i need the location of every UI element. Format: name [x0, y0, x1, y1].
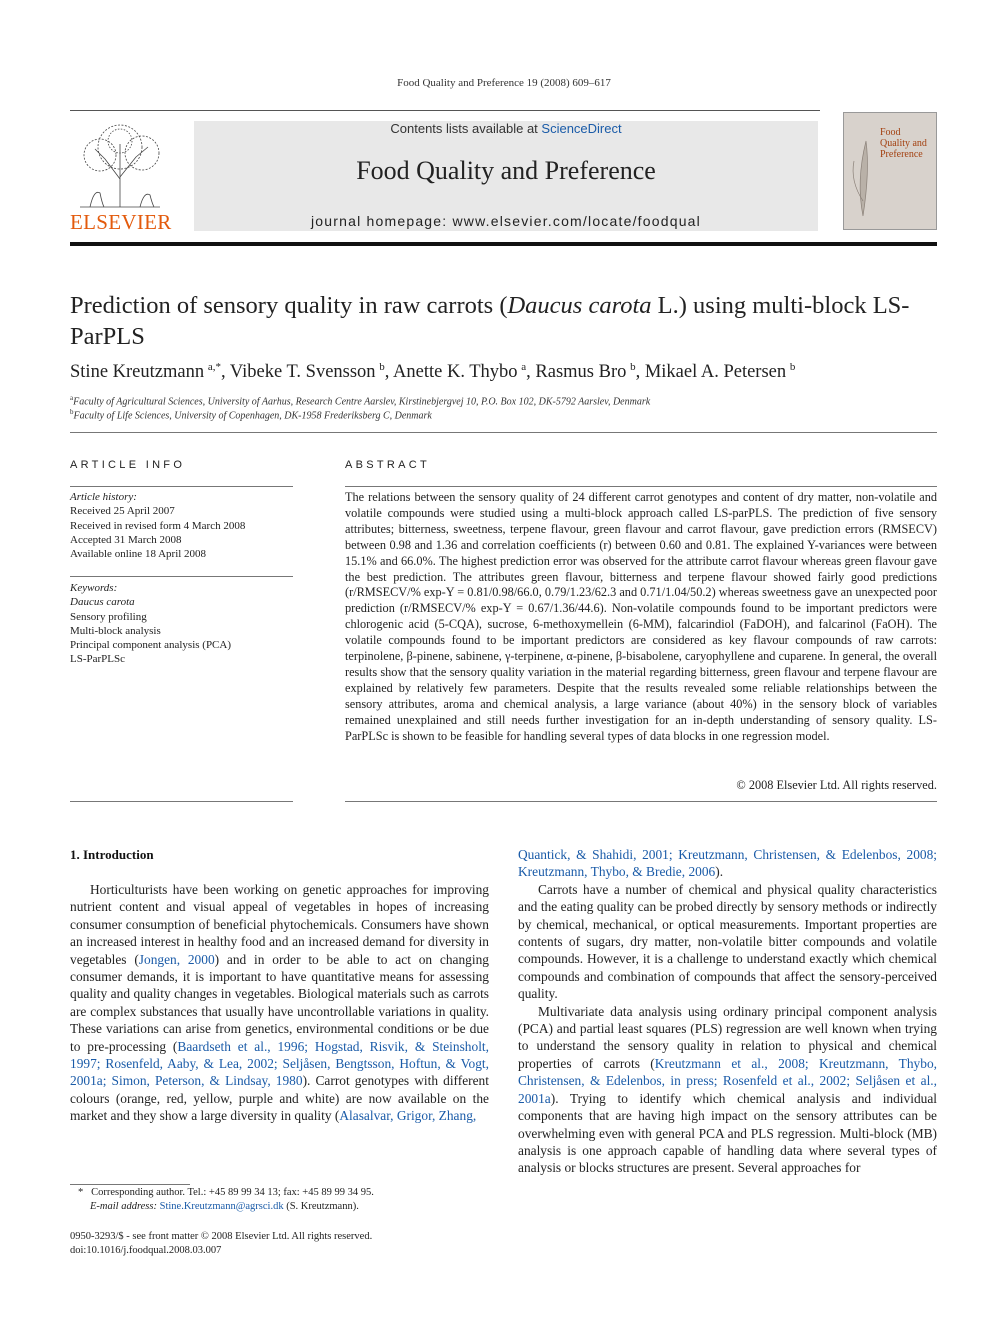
affiliation-a — [70, 394, 650, 407]
history-accepted: Accepted 31 March 2008 — [70, 533, 182, 546]
text-run: ) and in order to be able to act on changing consumer demands, it is important to have quantitative means for assessing quality and quality changes in vegetables. Biological materials such as carrots are complex substances that usually have uncontrollable variations in quality. These variations can arise from genetics, environmental conditions or be due to pre-processing ( — [70, 951, 489, 1054]
title-part2: L.) using multi-block LS-ParPLS — [70, 292, 910, 350]
keyword: Multi-block analysis — [70, 624, 161, 637]
author-affil-sup: a,* — [207, 361, 221, 373]
abstract-text: The relations between the sensory quality of 24 different carrot genotypes and content of dry matter, non-volatile and volatile compounds were studied using a multi-block approach called LS-parPLS. The prediction of five sensory attributes; bitterness, sweetness, terpene flavour, green flavour and carrot flavour, gave prediction errors (RMSECV) between 0.98 and 1.36 and correlation coefficients (r) between 0.60 and 0.81. The explained Y-variances were between 15.1% and 66.0%. The highest prediction error was observed for the attribute carrot flavour whereas green flavour gave the best prediction. The attributes green flavour, bitterness and terpene flavour showed fairly good predictions (r/RMSECV/% exp-Y = 0.81/0.98/66.0, 0.79/1.23/62.3 and 0.71/1.04/50.2) whereas sweetness gave an unexpected poor prediction (r/RMSECV/% exp-Y = 0.67/1.36/44.6). Non-volatile compounds found to be important predictors were chlorogenic acid (5-CQA), sucrose, 6-methoxymellein (6-MM), falcarindiol (FaDOH), and falcarinol (FaOH). The volatile compounds found to be important predictors are considered as key flavour compounds of raw carrots: terpinolene, β-pinene, sabinene, γ-terpinene, α-pinene, β-bisabolene, caryophyllene and cuparene. In general, the overall results show that the sensory quality variation in the material regarding bitterness, green flavour and terpene flavour are explained by relatively few parameters. Despite that the results revealed some reliable relationships between the sensory attributes, aroma and chemical analysis, a large variance (about 40%) in the sensory block of variables remained unexplained and still needs further investigation for an in-depth understanding of sensory quality. LS-ParPLSc is shown to be feasible for handling several types of data blocks in one regression model. — [345, 490, 937, 743]
author-name: Rasmus Bro — [535, 362, 627, 383]
author-name: Anette K. Thybo — [393, 362, 518, 383]
author-list: Stine Kreutzmann $^{a,*}$, Vibeke T. Svensson $^b$, Anette K. Thybo $^a$, Rasmus Bro $^b$, Mikael A. Petersen $^b$ — [70, 361, 796, 383]
intro-paragraph-continued — [518, 846, 937, 881]
intro-paragraph — [70, 881, 489, 1125]
title-part1: Prediction of sensory quality in raw carrots ( — [70, 292, 508, 319]
citation-link[interactable]: Kreutzmann et al., 2008; Kreutzmann, Thybo, Christensen, & Edelenbos, in press; Rosenfeld et al., 2002; Seljåsen et al., 2001a — [518, 1055, 937, 1106]
abstract-bottom-rule — [345, 801, 937, 802]
author-affil-sup: a — [521, 361, 527, 373]
cover-title-line3: Preference — [880, 149, 923, 160]
history-online: Available online 18 April 2008 — [70, 548, 207, 561]
cover-title-line1: Food — [880, 127, 901, 138]
citation-link[interactable]: Alasalvar, Grigor, Zhang, — [339, 1108, 477, 1124]
doi-line[interactable]: doi:10.1016/j.foodqual.2008.03.007 — [70, 1245, 222, 1256]
publisher-wordmark: ELSEVIER — [70, 210, 172, 234]
elsevier-tree-logo — [70, 119, 170, 211]
abstract-copyright: © 2008 Elsevier Ltd. All rights reserved. — [736, 778, 937, 792]
author-name: Vibeke T. Svensson — [229, 362, 376, 383]
journal-citation: Food Quality and Preference 19 (2008) 609–617 — [397, 77, 611, 89]
issn-line: 0950-3293/$ - see front matter © 2008 Elsevier Ltd. All rights reserved. — [70, 1231, 373, 1242]
title-block-rule — [70, 432, 937, 433]
footnote-star: * — [78, 1187, 84, 1198]
affiliation-b — [70, 408, 432, 421]
text-run: ). Trying to identify which chemical analysis and individual components that are having high impact on the sensory attributes can be overwhelming even with general PCA and PLS regression. Multi-block (MB) analysis is one approach capable of handling data where several types of analysis or blocks structures are present. Several approaches for — [518, 1090, 937, 1176]
email-link[interactable]: Stine.Kreutzmann@agrsci.dk — [159, 1201, 284, 1212]
article-history — [70, 490, 245, 561]
intro-left-column — [70, 881, 489, 1125]
text-run: Horticulturists have been working on genetic approaches for improving nutrient content and visual appeal of vegetables in hopes of increasing consumer consumption of beneficial phytochemicals. Consumers have shown an increased interest in healthy food and an increased demand for diversity in vegetables ( — [70, 882, 489, 967]
article-info-rule — [70, 486, 293, 487]
keyword: Sensory profiling — [70, 610, 147, 623]
intro-paragraph: Carrots have a number of chemical and physical quality characteristics and the eating quality can be probed directly by sensory methods or indirectly by chemical, mechanical, or optical measurements. Important properties are contents of sugars, dry matter, non-volatile bitter compounds and volatile compounds. However, it is a challenge to understand exactly which chemical compounds and combination of compounds that affect the sensory-perceived quality. — [518, 881, 937, 1002]
title-species: Daucus carota — [507, 292, 652, 319]
affil-sup: b — [70, 408, 74, 416]
cover-title-line2: Quality and — [880, 138, 927, 149]
email-label: E-mail address: — [90, 1201, 157, 1212]
keywords — [70, 581, 231, 667]
corresponding-author-note — [78, 1187, 374, 1198]
citation-link[interactable]: Jongen, 2000 — [138, 951, 215, 967]
corresponding-text: Corresponding author. Tel.: +45 89 99 34 13; fax: +45 89 99 34 95. — [91, 1187, 374, 1198]
text-run: ). Carrot genotypes with different colours (orange, red, yellow, purple and white) are now available on the market and they show a large diversity in quality ( — [70, 1073, 489, 1124]
keywords-rule — [70, 576, 293, 577]
journal-homepage[interactable]: journal homepage: www.elsevier.com/locate/foodqual — [311, 213, 701, 229]
journal-cover-thumbnail — [843, 112, 937, 230]
author-affil-sup: b — [789, 361, 796, 373]
citation-link[interactable]: Baardseth et al., 1996; Hogstad, Risvik, & Steinsholt, 1997; Rosenfeld, Aaby, & Lea, 2002; Seljåsen, Bengtsson, Hoftun, & Vogt, 2001a; Simon, Peterson, & Lindsay, 1980 — [70, 1038, 489, 1089]
intro-paragraph — [518, 1003, 937, 1177]
contents-line — [194, 121, 818, 136]
text-run: ). — [715, 864, 724, 880]
email-suffix: (S. Kreutzmann). — [283, 1201, 359, 1212]
contents-prefix: Contents lists available at — [390, 121, 542, 136]
keyword: Daucus carota — [70, 596, 135, 609]
article-info-bottom-rule — [70, 801, 293, 802]
keyword: Principal component analysis (PCA) — [70, 639, 232, 652]
footnote-rule — [70, 1184, 190, 1185]
author-name: Mikael A. Petersen — [644, 362, 787, 383]
header-thick-rule — [70, 242, 937, 246]
keyword: LS-ParPLSc — [70, 653, 125, 666]
email-note — [90, 1201, 359, 1212]
history-received: Received 25 April 2007 — [70, 505, 175, 518]
sciencedirect-link[interactable]: ScienceDirect — [541, 121, 622, 136]
abstract-rule — [345, 486, 937, 487]
intro-right-column — [518, 846, 937, 1177]
cover-leaf-illustration — [848, 121, 878, 221]
article-info-heading: ARTICLE INFO — [70, 459, 186, 471]
text-run: Multivariate data analysis using ordinary principal component analysis (PCA) and partial least squares (PLS) regression are well known when trying to understand the sensory quality in relation to physical and chemical properties of carrots ( — [518, 1003, 937, 1071]
keywords-label: Keywords: — [70, 582, 118, 594]
author-name: Stine Kreutzmann — [70, 362, 205, 383]
section-heading-introduction: 1. Introduction — [70, 847, 154, 862]
article-title — [70, 290, 937, 352]
abstract-heading: ABSTRACT — [345, 459, 431, 471]
author-affil-sup: b — [379, 361, 385, 373]
history-label: Article history: — [70, 491, 137, 503]
header-rule — [70, 110, 820, 111]
affil-text: Faculty of Life Sciences, University of Copenhagen, DK-1958 Frederiksberg C, Denmark — [73, 410, 432, 422]
history-revised: Received in revised form 4 March 2008 — [70, 519, 246, 532]
affil-sup: a — [70, 394, 74, 402]
citation-link[interactable]: Quantick, & Shahidi, 2001; Kreutzmann, Christensen, & Edelenbos, 2008; Kreutzmann, Thybo, & Bredie, 2006 — [518, 847, 937, 880]
author-affil-sup: b — [630, 361, 636, 373]
affil-text: Faculty of Agricultural Sciences, University of Aarhus, Research Centre Aarslev, Kirstinebjergvej 10, P.O. Box 102, DK-5792 Aarslev, Denmark — [73, 396, 651, 408]
journal-title: Food Quality and Preference — [356, 156, 656, 185]
